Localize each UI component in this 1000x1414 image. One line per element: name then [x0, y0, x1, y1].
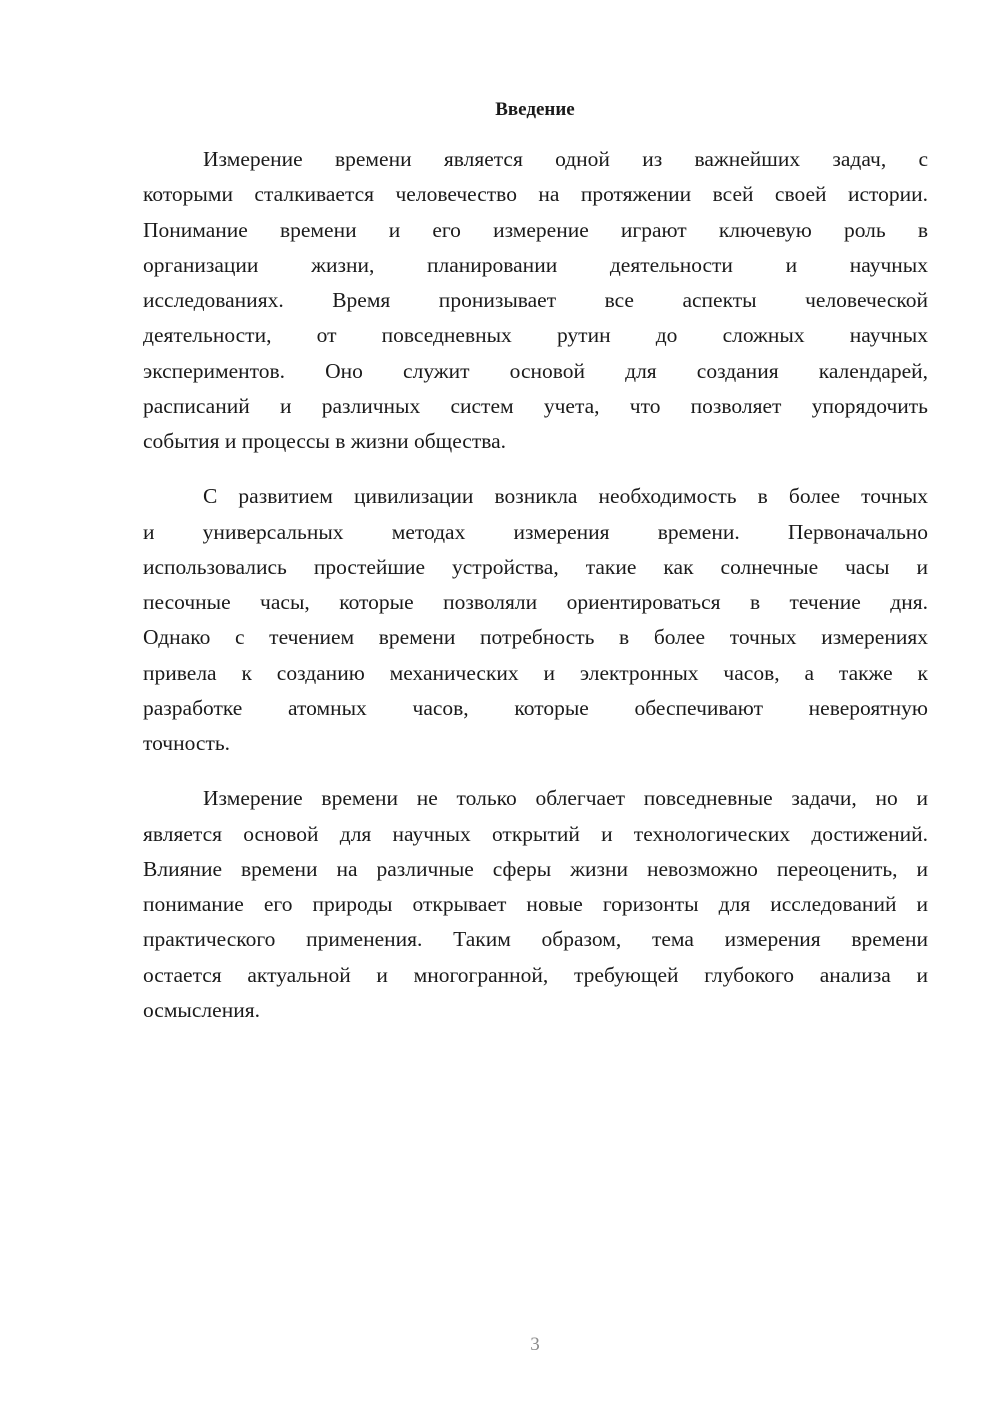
text-line: деятельности, от повседневных рутин до сложных научных: [143, 323, 928, 348]
text-line: осмысления.: [143, 997, 260, 1022]
text-line: Влияние времени на различные сферы жизни невозможно переоценить, и: [143, 856, 928, 881]
section-title: Введение: [495, 99, 575, 120]
text-line: использовались простейшие устройства, такие как солнечные часы и: [143, 554, 928, 579]
text-line: исследованиях. Время пронизывает все аспекты человеческой: [143, 288, 928, 312]
text-line: понимание его природы открывает новые горизонты для исследований и: [143, 892, 928, 916]
text-line: Понимание времени и его измерение играют ключевую роль в: [143, 217, 928, 242]
text-line: точность.: [143, 731, 231, 755]
text-line: события и процессы в жизни общества.: [143, 429, 507, 453]
text-line: которыми сталкивается человечество на протяжении всей своей истории.: [143, 182, 928, 207]
document-body: [143, 142, 928, 1048]
text-line: песочные часы, которые позволяли ориентироваться в течение дня.: [143, 590, 928, 614]
text-line: практического применения. Таким образом, тема измерения времени: [143, 927, 928, 952]
text-line: Измерение времени является одной из важнейших задач, с: [203, 147, 928, 171]
text-line: С развитием цивилизации возникла необходимость в более точных: [203, 484, 928, 509]
text-line: является основой для научных открытий и технологических достижений.: [143, 821, 928, 846]
text-line: разработке атомных часов, которые обеспечивают невероятную: [143, 695, 928, 720]
text-line: организации жизни, планировании деятельности и научных: [143, 252, 928, 277]
text-line: экспериментов. Оно служит основой для создания календарей,: [143, 358, 928, 383]
text-line: расписаний и различных систем учета, что позволяет упорядочить: [143, 393, 928, 418]
text-line: и универсальных методах измерения времени. Первоначально: [143, 519, 928, 544]
paragraph: [143, 781, 928, 1028]
paragraph: [143, 142, 928, 459]
page-number: 3: [530, 1334, 540, 1355]
text-line: привела к созданию механических и электронных часов, а также к: [143, 660, 928, 685]
text-line: Однако с течением времени потребность в более точных измерениях: [143, 625, 928, 650]
text-line: остается актуальной и многогранной, требующей глубокого анализа и: [143, 962, 928, 987]
text-line: Измерение времени не только облегчает повседневные задачи, но и: [203, 786, 928, 811]
paragraph: [143, 479, 928, 761]
